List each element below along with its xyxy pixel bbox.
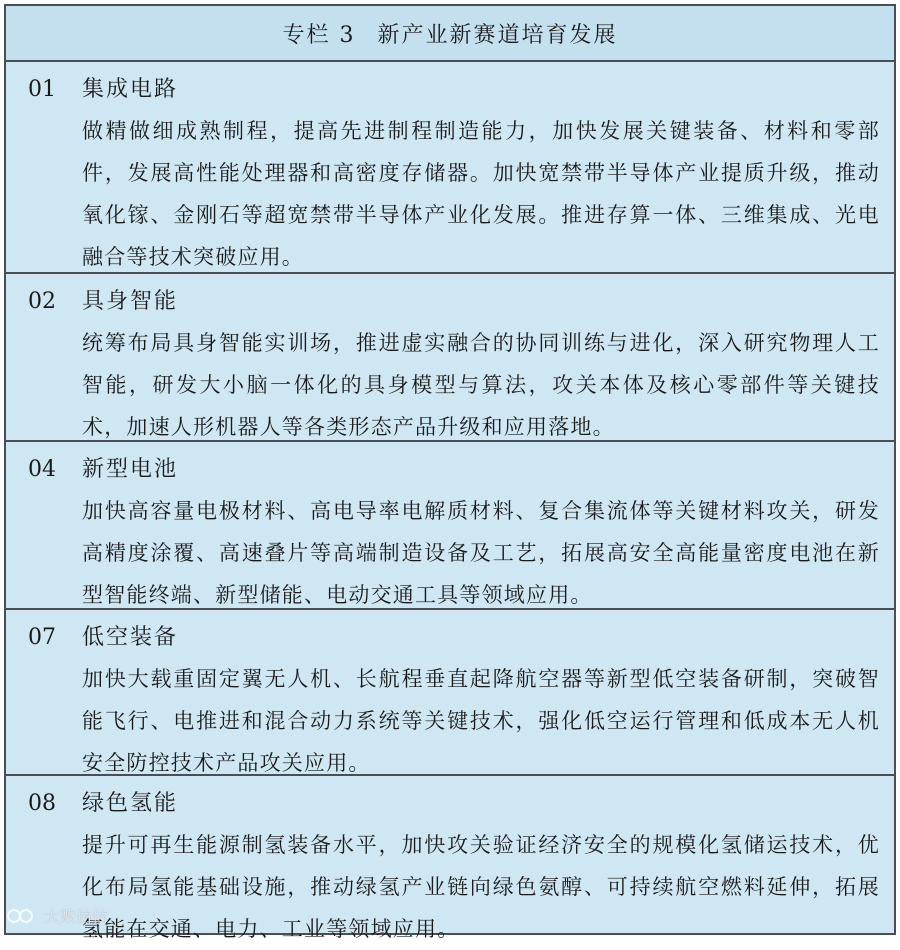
watermark	[6, 904, 108, 927]
section-integrated-circuits	[6, 62, 894, 274]
section-new-batteries	[6, 442, 894, 610]
section-title: 具身智能	[82, 289, 179, 314]
section-title: 绿色氢能	[82, 791, 179, 816]
section-embodied-intelligence	[6, 274, 894, 442]
section-body: 加快高容量电极材料、高电导率电解质材料、复合集流体等关键材料攻关，研发高精度涂覆、高速叠片等高端制造设备及工艺，拓展高安全高能量密度电池在新型智能终端、新型储能、电动交通工具等领域应用。	[82, 499, 880, 607]
box-number: 专栏 3	[282, 22, 356, 48]
watermark-text: 大败信信	[44, 907, 109, 926]
section-low-altitude-equipment	[6, 610, 894, 776]
section-title: 集成电路	[82, 77, 179, 102]
section-code: 04	[28, 457, 56, 482]
watermark-logo-icon	[6, 907, 40, 925]
section-title: 新型电池	[82, 457, 179, 482]
section-code: 01	[28, 77, 56, 102]
section-body: 提升可再生能源制氢装备水平，加快攻关验证经济安全的规模化氢储运技术，优化布局氢能基础设施，推动绿氢产业链向绿色氨醇、可持续航空燃料延伸，拓展氢能在交通、电力、工业等领域应用。	[82, 833, 880, 941]
section-code: 08	[28, 791, 56, 816]
section-green-hydrogen	[6, 776, 894, 941]
column-box	[4, 4, 896, 941]
box-header	[6, 6, 894, 62]
section-code: 02	[28, 289, 56, 314]
section-title: 低空装备	[82, 625, 179, 650]
section-body: 统筹布局具身智能实训场，推进虚实融合的协同训练与进化，深入研究物理人工智能，研发大小脑一体化的具身模型与算法，攻关本体及核心零部件等关键技术，加速人形机器人等各类形态产品升级和应用落地。	[82, 331, 880, 439]
section-body: 做精做细成熟制程，提高先进制程制造能力，加快发展关键装备、材料和零部件，发展高性能处理器和高密度存储器。加快宽禁带半导体产业提质升级，推动氧化镓、金刚石等超宽禁带半导体产业化发展。推进存算一体、三维集成、光电融合等技术突破应用。	[82, 119, 880, 269]
section-body: 加快大载重固定翼无人机、长航程垂直起降航空器等新型低空装备研制，突破智能飞行、电推进和混合动力系统等关键技术，强化低空运行管理和低成本无人机安全防控技术产品攻关应用。	[82, 667, 880, 775]
box-title: 新产业新赛道培育发展	[377, 22, 618, 48]
section-code: 07	[28, 625, 56, 650]
